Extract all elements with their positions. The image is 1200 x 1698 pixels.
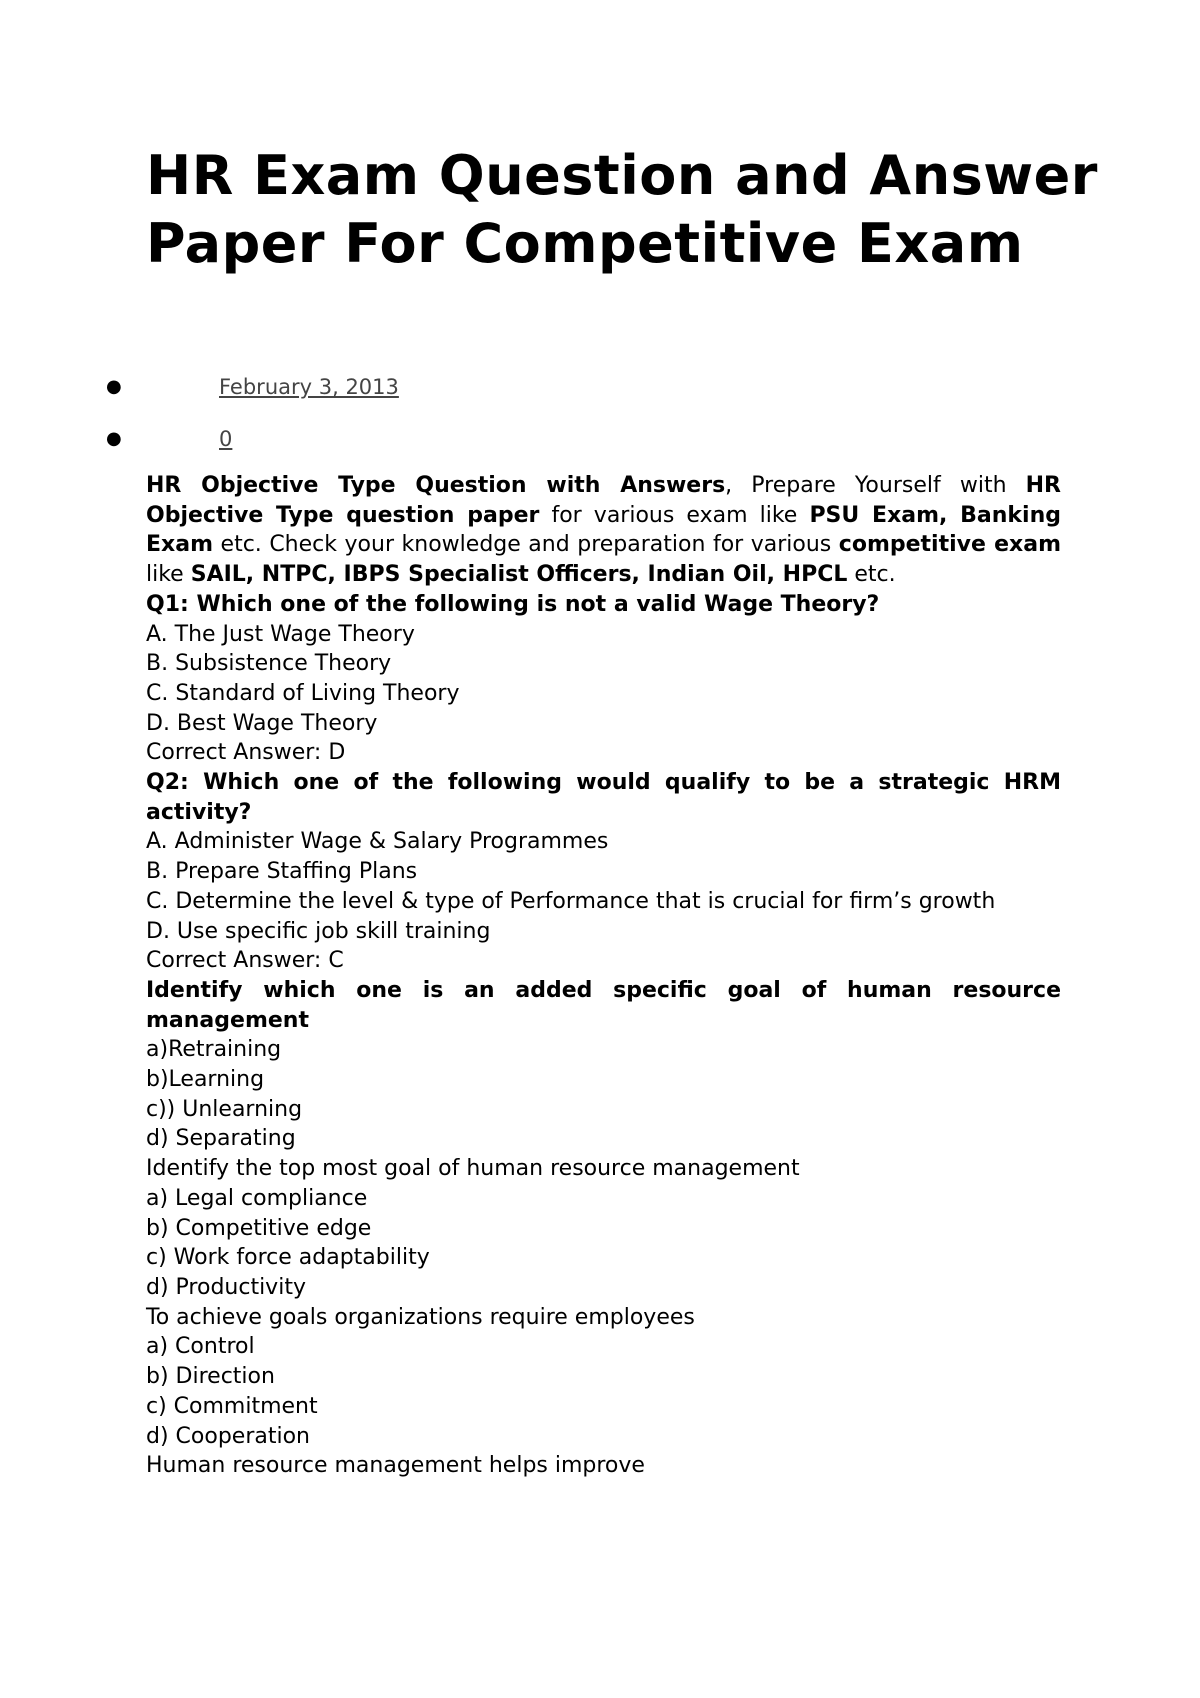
intro-text: etc. Check your knowledge and preparation for various — [213, 532, 839, 558]
question-6: Human resource management helps improve — [146, 1453, 645, 1479]
option-item: c) Work force adaptability — [146, 1245, 430, 1271]
intro-text: like — [146, 562, 191, 588]
question-4: Identify the top most goal of human resource management — [146, 1156, 800, 1182]
bullet-icon: ● — [106, 376, 122, 397]
intro-bold-text: SAIL, NTPC, IBPS Specialist Officers, Indian Oil, HPCL — [190, 562, 848, 588]
post-date-link[interactable]: February 3, 2013 — [219, 375, 399, 399]
option-item: B. Subsistence Theory — [146, 651, 392, 677]
intro-bold-heading: HR Objective Type Question with Answers — [146, 473, 726, 498]
question-1: Q1: Which one of the following is not a valid Wage Theory? — [146, 591, 880, 617]
option-item: a) Control — [146, 1334, 255, 1360]
option-item: a)Retraining — [146, 1037, 282, 1063]
option-item: b) Direction — [146, 1364, 275, 1390]
intro-bold-text: PSU Exam, Banking Exam — [146, 502, 1062, 558]
question-2: Q2: Which one of the following would qualify to be a strategic HRM activity? — [146, 770, 1061, 825]
option-item: d) Cooperation — [146, 1423, 310, 1449]
option-item: D. Use specific job skill training — [146, 918, 491, 944]
option-item: B. Prepare Staffing Plans — [146, 859, 418, 885]
article-body — [146, 471, 1061, 1481]
option-item: D. Best Wage Theory — [146, 710, 378, 736]
intro-text: etc. — [847, 562, 896, 588]
comments-count-link[interactable]: 0 — [219, 427, 233, 451]
intro-bold-text: competitive exam — [838, 532, 1062, 558]
question-3: Identify which one is an added specific goal of human resource management — [146, 977, 1061, 1033]
intro-text: , Prepare Yourself with — [725, 473, 1026, 498]
bullet-icon: ● — [106, 428, 122, 449]
correct-answer: Correct Answer: D — [146, 740, 346, 766]
option-item: b)Learning — [146, 1067, 265, 1093]
page-title: HR Exam Question and Answer Paper For Competitive Exam — [146, 144, 1098, 275]
intro-bold-text: HR Objective Type question paper — [146, 473, 1061, 528]
option-item: A. Administer Wage & Salary Programmes — [146, 829, 609, 855]
option-item: C. Standard of Living Theory — [146, 680, 460, 706]
option-item: c) Commitment — [146, 1393, 318, 1419]
option-item: A. The Just Wage Theory — [146, 621, 415, 647]
question-5: To achieve goals organizations require employees — [146, 1304, 695, 1330]
option-item: b) Competitive edge — [146, 1215, 372, 1241]
option-item: d) Productivity — [146, 1274, 306, 1300]
intro-paragraph — [146, 471, 1061, 590]
option-item: d) Separating — [146, 1126, 296, 1152]
intro-text: for various exam like — [539, 502, 810, 528]
correct-answer: Correct Answer: C — [146, 948, 344, 974]
option-item: C. Determine the level & type of Performance that is crucial for firm’s growth — [146, 888, 996, 914]
option-item: c)) Unlearning — [146, 1096, 303, 1122]
option-item: a) Legal compliance — [146, 1185, 368, 1211]
